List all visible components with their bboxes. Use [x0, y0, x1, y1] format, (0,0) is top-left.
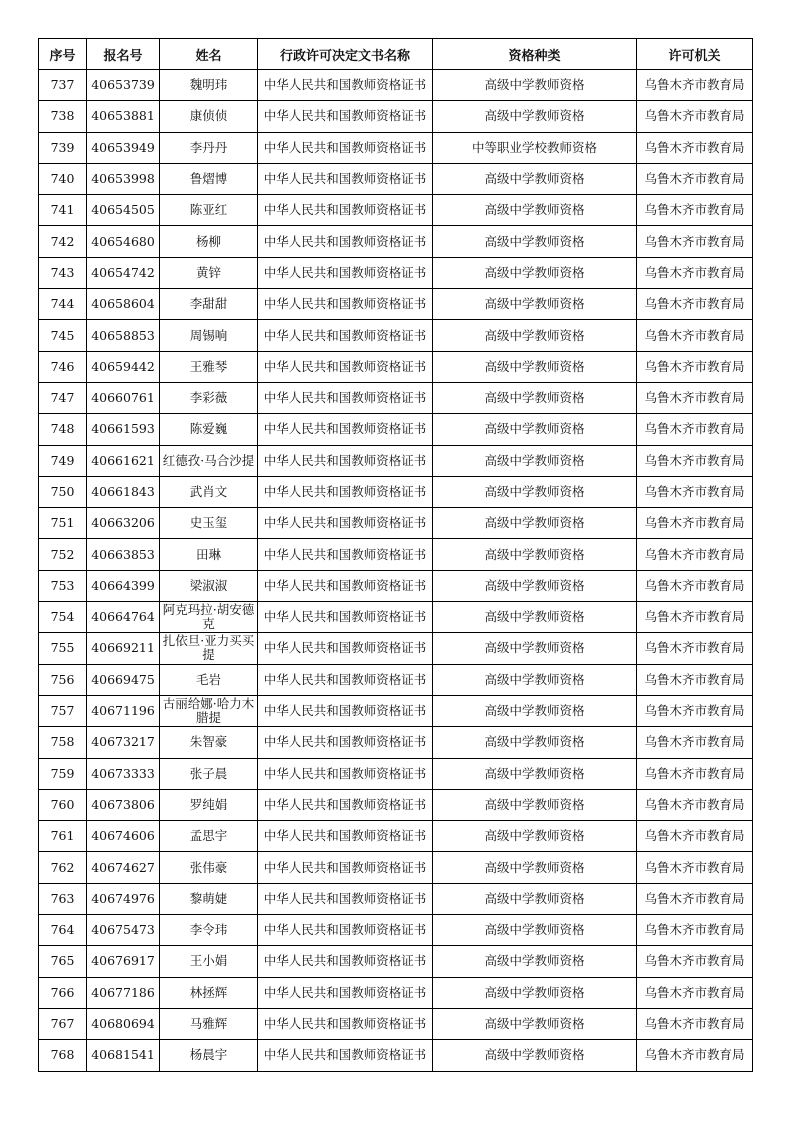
- cell-index: 762: [39, 852, 87, 883]
- table-row: [39, 445, 753, 476]
- cell-name: 张伟豪: [160, 852, 258, 883]
- cell-document-name: 中华人民共和国教师资格证书: [258, 445, 433, 476]
- table-row: [39, 727, 753, 758]
- cell-name: 阿克玛拉·胡安德克: [160, 602, 258, 633]
- cell-qualification-type: 高级中学教师资格: [433, 226, 637, 257]
- table-row: [39, 977, 753, 1008]
- cell-qualification-type: 高级中学教师资格: [433, 508, 637, 539]
- cell-registration-number: 40681541: [87, 1040, 160, 1071]
- cell-registration-number: 40654505: [87, 195, 160, 226]
- cell-qualification-type: 高级中学教师资格: [433, 789, 637, 820]
- cell-name: 田琳: [160, 539, 258, 570]
- table-row: [39, 570, 753, 601]
- cell-registration-number: 40664399: [87, 570, 160, 601]
- cell-name: 杨柳: [160, 226, 258, 257]
- cell-registration-number: 40658604: [87, 289, 160, 320]
- cell-qualification-type: 高级中学教师资格: [433, 101, 637, 132]
- cell-registration-number: 40674606: [87, 821, 160, 852]
- cell-registration-number: 40669211: [87, 633, 160, 664]
- cell-licensing-authority: 乌鲁木齐市教育局: [637, 977, 753, 1008]
- cell-index: 753: [39, 570, 87, 601]
- table-row: [39, 320, 753, 351]
- cell-registration-number: 40654742: [87, 257, 160, 288]
- cell-document-name: 中华人民共和国教师资格证书: [258, 414, 433, 445]
- cell-licensing-authority: 乌鲁木齐市教育局: [637, 1040, 753, 1071]
- table-row: [39, 821, 753, 852]
- cell-licensing-authority: 乌鲁木齐市教育局: [637, 351, 753, 382]
- cell-document-name: 中华人民共和国教师资格证书: [258, 695, 433, 726]
- cell-registration-number: 40661621: [87, 445, 160, 476]
- cell-qualification-type: 中等职业学校教师资格: [433, 132, 637, 163]
- cell-licensing-authority: 乌鲁木齐市教育局: [637, 758, 753, 789]
- cell-licensing-authority: 乌鲁木齐市教育局: [637, 132, 753, 163]
- cell-document-name: 中华人民共和国教师资格证书: [258, 289, 433, 320]
- cell-name: 毛岩: [160, 664, 258, 695]
- cell-document-name: 中华人民共和国教师资格证书: [258, 195, 433, 226]
- header-registration-number: 报名号: [87, 39, 160, 70]
- cell-registration-number: 40663206: [87, 508, 160, 539]
- cell-index: 741: [39, 195, 87, 226]
- cell-index: 759: [39, 758, 87, 789]
- table-row: [39, 476, 753, 507]
- cell-registration-number: 40673333: [87, 758, 160, 789]
- cell-licensing-authority: 乌鲁木齐市教育局: [637, 915, 753, 946]
- cell-index: 749: [39, 445, 87, 476]
- table-row: [39, 163, 753, 194]
- cell-index: 761: [39, 821, 87, 852]
- cell-licensing-authority: 乌鲁木齐市教育局: [637, 602, 753, 633]
- certificate-table: [38, 38, 753, 1072]
- cell-index: 739: [39, 132, 87, 163]
- cell-qualification-type: 高级中学教师资格: [433, 539, 637, 570]
- cell-qualification-type: 高级中学教师资格: [433, 883, 637, 914]
- cell-document-name: 中华人民共和国教师资格证书: [258, 789, 433, 820]
- table-row: [39, 351, 753, 382]
- cell-qualification-type: 高级中学教师资格: [433, 821, 637, 852]
- cell-document-name: 中华人民共和国教师资格证书: [258, 539, 433, 570]
- cell-licensing-authority: 乌鲁木齐市教育局: [637, 1008, 753, 1039]
- cell-index: 751: [39, 508, 87, 539]
- cell-licensing-authority: 乌鲁木齐市教育局: [637, 195, 753, 226]
- cell-licensing-authority: 乌鲁木齐市教育局: [637, 727, 753, 758]
- cell-index: 763: [39, 883, 87, 914]
- cell-name: 杨晨宇: [160, 1040, 258, 1071]
- header-row: [39, 39, 753, 70]
- table-row: [39, 789, 753, 820]
- cell-licensing-authority: 乌鲁木齐市教育局: [637, 946, 753, 977]
- cell-qualification-type: 高级中学教师资格: [433, 320, 637, 351]
- cell-registration-number: 40674976: [87, 883, 160, 914]
- header-licensing-authority: 许可机关: [637, 39, 753, 70]
- cell-registration-number: 40680694: [87, 1008, 160, 1039]
- cell-index: 748: [39, 414, 87, 445]
- cell-registration-number: 40660761: [87, 382, 160, 413]
- table-row: [39, 1008, 753, 1039]
- cell-document-name: 中华人民共和国教师资格证书: [258, 1008, 433, 1039]
- cell-licensing-authority: 乌鲁木齐市教育局: [637, 445, 753, 476]
- cell-name: 扎依旦·亚力买买提: [160, 633, 258, 664]
- cell-licensing-authority: 乌鲁木齐市教育局: [637, 695, 753, 726]
- cell-registration-number: 40659442: [87, 351, 160, 382]
- cell-name: 古丽给娜·哈力木腊提: [160, 695, 258, 726]
- cell-qualification-type: 高级中学教师资格: [433, 664, 637, 695]
- cell-qualification-type: 高级中学教师资格: [433, 163, 637, 194]
- cell-document-name: 中华人民共和国教师资格证书: [258, 633, 433, 664]
- cell-licensing-authority: 乌鲁木齐市教育局: [637, 226, 753, 257]
- cell-qualification-type: 高级中学教师资格: [433, 758, 637, 789]
- cell-index: 744: [39, 289, 87, 320]
- cell-document-name: 中华人民共和国教师资格证书: [258, 883, 433, 914]
- cell-index: 768: [39, 1040, 87, 1071]
- cell-licensing-authority: 乌鲁木齐市教育局: [637, 664, 753, 695]
- cell-registration-number: 40673217: [87, 727, 160, 758]
- cell-index: 760: [39, 789, 87, 820]
- cell-index: 746: [39, 351, 87, 382]
- cell-name: 李甜甜: [160, 289, 258, 320]
- cell-document-name: 中华人民共和国教师资格证书: [258, 852, 433, 883]
- cell-qualification-type: 高级中学教师资格: [433, 445, 637, 476]
- header-qualification-type: 资格种类: [433, 39, 637, 70]
- cell-qualification-type: 高级中学教师资格: [433, 727, 637, 758]
- header-index: 序号: [39, 39, 87, 70]
- cell-qualification-type: 高级中学教师资格: [433, 695, 637, 726]
- cell-qualification-type: 高级中学教师资格: [433, 1008, 637, 1039]
- table-row: [39, 946, 753, 977]
- table-row: [39, 101, 753, 132]
- table-row: [39, 195, 753, 226]
- cell-licensing-authority: 乌鲁木齐市教育局: [637, 789, 753, 820]
- cell-licensing-authority: 乌鲁木齐市教育局: [637, 163, 753, 194]
- cell-document-name: 中华人民共和国教师资格证书: [258, 977, 433, 1008]
- table-row: [39, 664, 753, 695]
- cell-index: 764: [39, 915, 87, 946]
- cell-index: 754: [39, 602, 87, 633]
- cell-index: 750: [39, 476, 87, 507]
- cell-index: 755: [39, 633, 87, 664]
- cell-index: 740: [39, 163, 87, 194]
- cell-name: 孟思宇: [160, 821, 258, 852]
- cell-document-name: 中华人民共和国教师资格证书: [258, 320, 433, 351]
- cell-document-name: 中华人民共和国教师资格证书: [258, 70, 433, 101]
- cell-document-name: 中华人民共和国教师资格证书: [258, 351, 433, 382]
- cell-name: 周锡响: [160, 320, 258, 351]
- cell-registration-number: 40653739: [87, 70, 160, 101]
- table-row: [39, 758, 753, 789]
- cell-licensing-authority: 乌鲁木齐市教育局: [637, 883, 753, 914]
- table-row: [39, 695, 753, 726]
- cell-registration-number: 40673806: [87, 789, 160, 820]
- cell-registration-number: 40671196: [87, 695, 160, 726]
- cell-document-name: 中华人民共和国教师资格证书: [258, 163, 433, 194]
- cell-index: 766: [39, 977, 87, 1008]
- cell-name: 张子晨: [160, 758, 258, 789]
- cell-licensing-authority: 乌鲁木齐市教育局: [637, 852, 753, 883]
- cell-name: 陈亚红: [160, 195, 258, 226]
- cell-registration-number: 40653881: [87, 101, 160, 132]
- cell-licensing-authority: 乌鲁木齐市教育局: [637, 414, 753, 445]
- cell-document-name: 中华人民共和国教师资格证书: [258, 570, 433, 601]
- table-row: [39, 602, 753, 633]
- cell-registration-number: 40669475: [87, 664, 160, 695]
- cell-index: 743: [39, 257, 87, 288]
- cell-index: 742: [39, 226, 87, 257]
- cell-qualification-type: 高级中学教师资格: [433, 195, 637, 226]
- cell-name: 马雅辉: [160, 1008, 258, 1039]
- cell-name: 梁淑淑: [160, 570, 258, 601]
- cell-document-name: 中华人民共和国教师资格证书: [258, 257, 433, 288]
- cell-document-name: 中华人民共和国教师资格证书: [258, 476, 433, 507]
- cell-registration-number: 40677186: [87, 977, 160, 1008]
- table-row: [39, 226, 753, 257]
- cell-name: 李丹丹: [160, 132, 258, 163]
- cell-licensing-authority: 乌鲁木齐市教育局: [637, 570, 753, 601]
- cell-qualification-type: 高级中学教师资格: [433, 946, 637, 977]
- table-row: [39, 633, 753, 664]
- cell-index: 747: [39, 382, 87, 413]
- cell-name: 武肖文: [160, 476, 258, 507]
- cell-document-name: 中华人民共和国教师资格证书: [258, 821, 433, 852]
- cell-registration-number: 40658853: [87, 320, 160, 351]
- cell-name: 红德孜·马合沙提: [160, 445, 258, 476]
- cell-document-name: 中华人民共和国教师资格证书: [258, 226, 433, 257]
- cell-document-name: 中华人民共和国教师资格证书: [258, 946, 433, 977]
- cell-name: 朱智豪: [160, 727, 258, 758]
- cell-name: 魏明玮: [160, 70, 258, 101]
- cell-registration-number: 40675473: [87, 915, 160, 946]
- cell-licensing-authority: 乌鲁木齐市教育局: [637, 289, 753, 320]
- cell-registration-number: 40661593: [87, 414, 160, 445]
- cell-licensing-authority: 乌鲁木齐市教育局: [637, 382, 753, 413]
- cell-qualification-type: 高级中学教师资格: [433, 977, 637, 1008]
- table-row: [39, 539, 753, 570]
- cell-qualification-type: 高级中学教师资格: [433, 382, 637, 413]
- cell-licensing-authority: 乌鲁木齐市教育局: [637, 257, 753, 288]
- cell-document-name: 中华人民共和国教师资格证书: [258, 727, 433, 758]
- cell-index: 745: [39, 320, 87, 351]
- cell-document-name: 中华人民共和国教师资格证书: [258, 508, 433, 539]
- cell-name: 李彩薇: [160, 382, 258, 413]
- cell-qualification-type: 高级中学教师资格: [433, 476, 637, 507]
- cell-registration-number: 40674627: [87, 852, 160, 883]
- cell-document-name: 中华人民共和国教师资格证书: [258, 101, 433, 132]
- cell-qualification-type: 高级中学教师资格: [433, 915, 637, 946]
- cell-document-name: 中华人民共和国教师资格证书: [258, 664, 433, 695]
- table-row: [39, 132, 753, 163]
- cell-name: 林拯辉: [160, 977, 258, 1008]
- cell-qualification-type: 高级中学教师资格: [433, 289, 637, 320]
- cell-index: 757: [39, 695, 87, 726]
- cell-registration-number: 40661843: [87, 476, 160, 507]
- cell-licensing-authority: 乌鲁木齐市教育局: [637, 70, 753, 101]
- cell-name: 康侦侦: [160, 101, 258, 132]
- cell-qualification-type: 高级中学教师资格: [433, 414, 637, 445]
- cell-licensing-authority: 乌鲁木齐市教育局: [637, 101, 753, 132]
- cell-licensing-authority: 乌鲁木齐市教育局: [637, 633, 753, 664]
- table-row: [39, 883, 753, 914]
- cell-registration-number: 40663853: [87, 539, 160, 570]
- cell-document-name: 中华人民共和国教师资格证书: [258, 602, 433, 633]
- cell-registration-number: 40676917: [87, 946, 160, 977]
- header-name: 姓名: [160, 39, 258, 70]
- cell-name: 黎萌婕: [160, 883, 258, 914]
- table-row: [39, 414, 753, 445]
- table-row: [39, 382, 753, 413]
- cell-document-name: 中华人民共和国教师资格证书: [258, 132, 433, 163]
- cell-licensing-authority: 乌鲁木齐市教育局: [637, 821, 753, 852]
- cell-qualification-type: 高级中学教师资格: [433, 257, 637, 288]
- table-row: [39, 852, 753, 883]
- cell-registration-number: 40664764: [87, 602, 160, 633]
- cell-name: 王雅琴: [160, 351, 258, 382]
- header-document-name: 行政许可决定文书名称: [258, 39, 433, 70]
- cell-document-name: 中华人民共和国教师资格证书: [258, 915, 433, 946]
- cell-document-name: 中华人民共和国教师资格证书: [258, 382, 433, 413]
- cell-index: 765: [39, 946, 87, 977]
- cell-licensing-authority: 乌鲁木齐市教育局: [637, 508, 753, 539]
- table-row: [39, 70, 753, 101]
- table-row: [39, 915, 753, 946]
- cell-licensing-authority: 乌鲁木齐市教育局: [637, 476, 753, 507]
- cell-registration-number: 40654680: [87, 226, 160, 257]
- cell-name: 史玉玺: [160, 508, 258, 539]
- cell-qualification-type: 高级中学教师资格: [433, 633, 637, 664]
- table-row: [39, 257, 753, 288]
- cell-index: 758: [39, 727, 87, 758]
- cell-name: 黄锌: [160, 257, 258, 288]
- cell-qualification-type: 高级中学教师资格: [433, 351, 637, 382]
- cell-index: 752: [39, 539, 87, 570]
- table-body: [39, 70, 753, 1072]
- cell-document-name: 中华人民共和国教师资格证书: [258, 758, 433, 789]
- cell-qualification-type: 高级中学教师资格: [433, 570, 637, 601]
- cell-qualification-type: 高级中学教师资格: [433, 1040, 637, 1071]
- cell-name: 王小娟: [160, 946, 258, 977]
- cell-index: 756: [39, 664, 87, 695]
- cell-licensing-authority: 乌鲁木齐市教育局: [637, 320, 753, 351]
- cell-registration-number: 40653949: [87, 132, 160, 163]
- cell-qualification-type: 高级中学教师资格: [433, 70, 637, 101]
- cell-index: 737: [39, 70, 87, 101]
- cell-name: 鲁熠博: [160, 163, 258, 194]
- cell-name: 陈爱巍: [160, 414, 258, 445]
- cell-document-name: 中华人民共和国教师资格证书: [258, 1040, 433, 1071]
- cell-name: 罗纯娟: [160, 789, 258, 820]
- cell-index: 767: [39, 1008, 87, 1039]
- cell-qualification-type: 高级中学教师资格: [433, 852, 637, 883]
- cell-name: 李令玮: [160, 915, 258, 946]
- cell-registration-number: 40653998: [87, 163, 160, 194]
- cell-licensing-authority: 乌鲁木齐市教育局: [637, 539, 753, 570]
- table-row: [39, 289, 753, 320]
- table-row: [39, 1040, 753, 1071]
- cell-index: 738: [39, 101, 87, 132]
- table-row: [39, 508, 753, 539]
- cell-qualification-type: 高级中学教师资格: [433, 602, 637, 633]
